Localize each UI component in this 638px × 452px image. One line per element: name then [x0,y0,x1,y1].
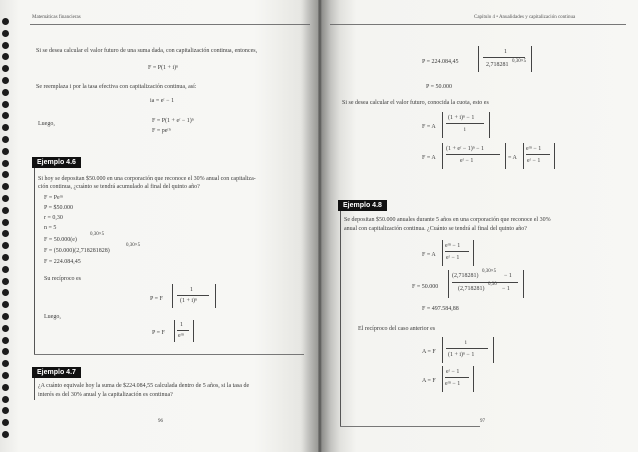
binding-hole [2,396,9,403]
example-4-8-text-2: anual con capitalización continua. ¿Cuánto se tendrá al final del quinto año? [344,226,527,232]
recip2-bracket [174,320,194,342]
ex6-line-1: P = $50.000 [44,205,73,211]
e8b-numerator: (2,718281) [452,273,479,279]
right-page-number: 97 [480,419,485,424]
binding-hole [2,148,9,155]
left-page [0,0,318,452]
r1-bracket [442,337,494,363]
e8b-numerator-tail: − 1 [504,273,512,279]
binding-hole [2,171,9,178]
example-4-6-bottom-rule [34,354,304,355]
r2-lhs: A = F [422,378,436,384]
example-4-6-badge: Ejemplo 4.6 [32,157,81,168]
p-denominator: 2,718281 [486,62,509,68]
fa-lhs: F = A [422,124,436,130]
recip2-lhs: P = F [152,330,165,336]
intro-paragraph-1: Si se desea calcular el valor futuro de una suma dada, con capitalización continua, entonces, [36,48,258,54]
e8-lhs: F = A [422,252,436,258]
reciproco-label: Su recíproco es [44,276,81,282]
fa2-denominator: eʳ − 1 [460,158,474,164]
example-4-8-sidebar-rule [340,211,341,426]
binding-hole [2,219,9,226]
e8b-denominator: (2,718281) [458,286,485,292]
binding-hole [2,407,9,414]
right-header-rule [330,24,626,25]
ex6-line-4: F = 50.000(e) [44,237,77,243]
fa2-equals: = A [508,155,517,161]
example-4-7-sidebar-rule [34,378,35,400]
r1-denominator: (1 + i)ⁿ − 1 [448,352,475,358]
binding-hole [2,348,9,355]
binding-hole [2,77,9,84]
recip-lhs: P = F [150,296,163,302]
ex6-line-6: F = 224.084,45 [44,259,81,265]
recip2-denominator: eʳⁿ [178,333,184,339]
binding-hole [2,325,9,332]
binding-hole [2,254,9,261]
e8-numerator: eʳⁿ − 1 [445,243,461,249]
binding-hole [2,30,9,37]
binding-hole [2,136,9,143]
binding-hole [2,289,9,296]
binding-hole [2,124,9,131]
recip-fraction-bar [177,295,209,296]
fa-denominator: i [464,127,466,133]
formula-continuous-a: F = P(1 + eʳ − 1)ⁿ [152,118,194,124]
binding-hole [2,419,9,426]
p-lhs: P = 224.084,45 [422,59,459,65]
fa2b-denominator: eʳ − 1 [527,158,541,164]
binding-hole [2,242,9,249]
example-4-7-text-1: ¿A cuánto equivale hoy la suma de $224.084,55 calculada dentro de 5 años, si la tasa de [38,383,250,389]
right-reciproco-label: El recíproco del caso anterior es [358,326,436,332]
intro-paragraph-2: Se reemplaza i por la tasa efectiva con capitalización continua, así: [36,84,197,90]
binding-hole [2,278,9,285]
e8b-numerator-exponent: 0,30×5 [482,269,497,274]
ex6-line-0: F = Peʳⁿ [44,195,63,201]
example-4-6-text-2: ción continua, ¿cuánto se tendrá acumulado al final del quinto año? [38,184,200,190]
right-intro: Si se desea calcular el valor futuro, conocida la cuota, esto es [342,100,489,106]
right-page [318,0,638,452]
e8b-denominator-exponent: 0,30 [488,282,497,287]
r2-numerator: eʳ − 1 [446,369,460,375]
fa-numerator: (1 + i)ⁿ − 1 [448,115,475,121]
p-numerator: 1 [504,49,507,55]
binding-hole [2,337,9,344]
example-4-8-text-1: Se depositan $50.000 anuales durante 5 años en una corporación que reconoce el 30% [344,217,551,223]
example-4-8-bottom-rule [340,426,480,427]
r1-numerator: i [465,340,467,346]
recip2-fraction-bar [177,330,189,331]
e8-denominator: eʳ − 1 [446,255,460,261]
ex6-line-5: F = (50.000)(2,718281828) [44,248,110,254]
binding-hole [2,53,9,60]
left-running-header: Matemáticas financieras [32,15,81,20]
binding-hole [2,183,9,190]
fa2b-numerator: eʳⁿ − 1 [526,146,542,152]
luego-label-2: Luego, [44,314,61,320]
fa2-lhs: F = A [422,155,436,161]
binding-hole [2,18,9,25]
formula-effective-rate: ia = eʳ − 1 [150,98,175,104]
binding-hole [2,230,9,237]
p-result: P = 50.000 [426,84,452,90]
luego-label-1: Luego, [38,121,55,127]
binding-hole [2,65,9,72]
ex6-exponent-1: 0,30×5 [90,232,105,237]
r2-fraction-bar [445,377,469,378]
fa2b-fraction-bar [526,154,550,155]
binding-holes [2,18,12,448]
binding-hole [2,301,9,308]
binding-hole [2,372,9,379]
recip-denominator: (1 + i)ⁿ [180,298,197,304]
p-denominator-exponent: 0,30×5 [512,59,527,64]
example-4-8-badge: Ejemplo 4.8 [338,200,387,211]
e8-fraction-bar [445,251,469,252]
e8b-denominator-tail: − 1 [502,286,510,292]
fa2-numerator: (1 + eʳ − 1)ⁿ − 1 [446,146,485,152]
binding-hole [2,101,9,108]
e8b-lhs: F = 50.000 [412,284,439,290]
ex6-line-3: n = 5 [44,225,57,231]
ex6-line-2: r = 0,30 [44,215,63,221]
left-header-rule [30,24,310,25]
e8b-fraction-bar [452,282,518,283]
fa2-fraction-bar [446,154,500,155]
right-running-header: Capítulo 4 • Anualidades y capitalización continua [474,15,576,20]
r1-fraction-bar [446,348,488,349]
formula-continuous-b: F = peʳⁿ [152,128,171,134]
binding-hole [2,431,9,438]
binding-hole [2,266,9,273]
fa-fraction-bar [446,123,484,124]
recip2-numerator: 1 [180,322,183,328]
binding-hole [2,89,9,96]
binding-hole [2,112,9,119]
left-page-number: 96 [158,419,163,424]
formula-future-value: F = P(1 + i)ⁿ [148,65,178,71]
ex6-exponent-2: 0,30×5 [126,243,141,248]
example-4-6-text-1: Si hoy se depositan $50.000 en una corporación que reconoce el 30% anual con capitaliza- [38,176,256,182]
binding-hole [2,384,9,391]
example-4-7-badge: Ejemplo 4.7 [32,367,81,378]
r1-lhs: A = F [422,349,436,355]
binding-hole [2,195,9,202]
recip-numerator: 1 [190,287,193,293]
example-4-6-sidebar-rule [34,168,35,354]
binding-hole [2,360,9,367]
binding-hole [2,207,9,214]
e8-result: F = 497.584,88 [422,306,459,312]
binding-hole [2,313,9,320]
example-4-7-text-2: interés es del 30% anual y la capitalización es continua? [38,392,173,398]
r2-denominator: eʳⁿ − 1 [445,381,461,387]
binding-hole [2,42,9,49]
binding-hole [2,160,9,167]
